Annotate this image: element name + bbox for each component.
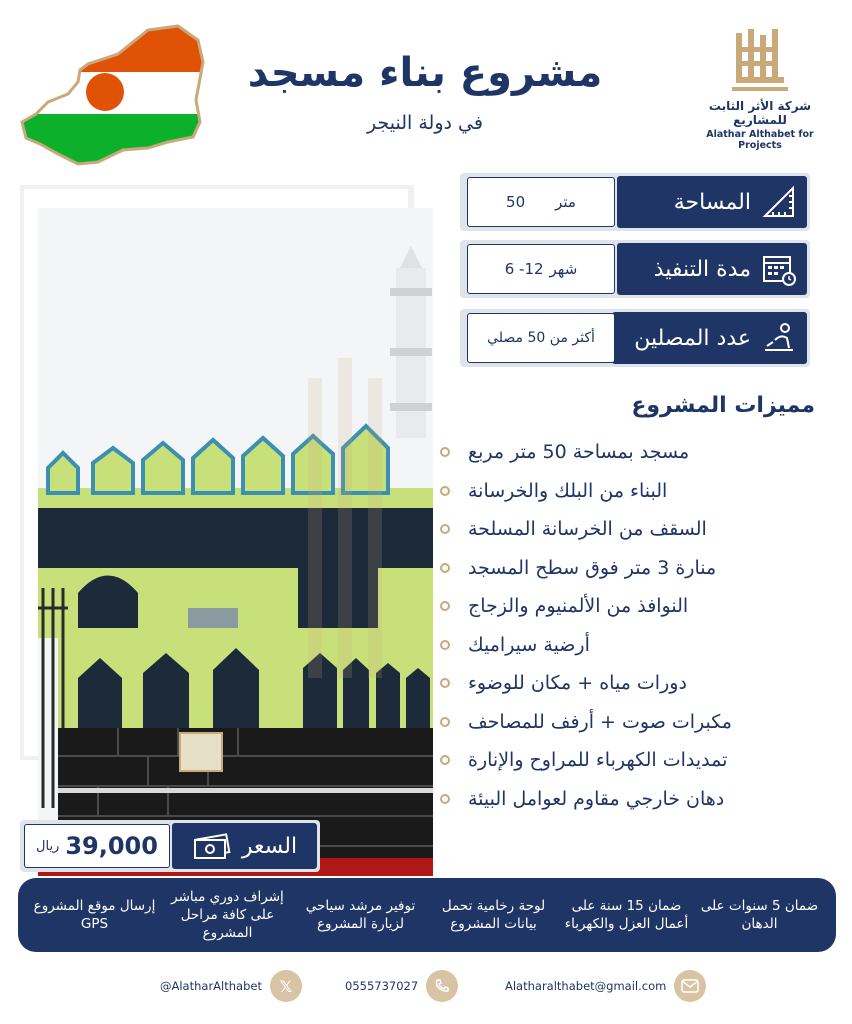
bullet-icon [440,486,450,496]
bullet-icon [440,563,450,573]
email-contact[interactable] [505,970,706,1002]
area-value-box [467,177,615,227]
band-item: لوحة رخامية تحمل بيانات المشروع [441,897,546,932]
price-currency: ريال [36,838,60,854]
footer [0,970,852,1010]
worshippers-row [460,309,810,367]
worshippers-value: أكثر من 50 مصلي [487,330,595,346]
company-logo [690,25,830,151]
price-box [20,820,320,872]
bullet-icon [440,524,450,534]
phone-contact[interactable] [345,970,458,1002]
logo-english-name: Alathar Althabet for Projects [706,129,814,151]
bullet-icon [440,755,450,765]
price-value-box [24,824,170,868]
calendar-icon [761,251,797,287]
band-item: إرسال موقع المشروع GPS [33,897,156,932]
logo-arabic-name: شركة الأثر الثابت للمشاريع [708,99,812,127]
page-subtitle: في دولة النيجر [367,112,483,134]
page-title: مشروع بناء مسجد [247,50,603,96]
list-item: تمديدات الكهرباء للمراوح والإنارة [440,741,820,780]
twitter-contact[interactable] [160,970,302,1002]
money-icon [192,831,232,861]
price-label: السعر [241,833,298,859]
x-icon: 𝕏 [270,970,302,1002]
list-item: السقف من الخرسانة المسلحة [440,510,820,549]
area-value: 50 [506,193,526,211]
area-unit: متر [555,193,576,211]
email-address: Alatharalthabet@gmail.com [505,979,667,993]
worshippers-label-box [612,312,807,364]
duration-unit: شهر [549,260,578,278]
duration-label: مدة التنفيذ [653,256,751,282]
prayer-icon [761,320,797,356]
guarantees-band [18,878,836,952]
worshippers-value-box [467,313,615,363]
list-item: مسجد بمساحة 50 متر مربع [440,433,820,472]
band-item: ضمان 5 سنوات على الدهان [700,897,819,932]
bullet-icon [440,717,450,727]
duration-value: 6 -12 [504,260,544,278]
duration-value-box [467,244,615,294]
price-label-box [172,823,317,869]
area-row [460,173,810,231]
list-item: دورات مياه + مكان للوضوء [440,664,820,703]
ruler-icon [761,184,797,220]
duration-label-box [617,243,807,295]
mosque-photo [38,208,433,876]
niger-map-flag [18,22,218,172]
list-item: النوافذ من الألمنيوم والزجاج [440,587,820,626]
phone-icon [426,970,458,1002]
band-item: توفير مرشد سياحي لزيارة المشروع [305,897,416,932]
logo-mark-icon [730,25,790,93]
features-title: مميزات المشروع [631,393,815,418]
list-item: البناء من البلك والخرسانة [440,472,820,511]
list-item: دهان خارجي مقاوم لعوامل البيئة [440,780,820,819]
bullet-icon [440,640,450,650]
bullet-icon [440,794,450,804]
mail-icon [674,970,706,1002]
bullet-icon [440,601,450,611]
phone-number: 0555737027 [345,979,419,993]
price-value: 39,000 [65,832,158,860]
bullet-icon [440,678,450,688]
band-item: إشراف دوري مباشر على كافة مراحل المشروع [171,888,284,942]
features-list [440,433,820,818]
list-item: أرضية سيراميك [440,626,820,665]
twitter-handle: @AlatharAlthabet [160,979,262,993]
duration-row [460,240,810,298]
bullet-icon [440,447,450,457]
area-label-box [617,176,807,228]
area-label: المساحة [673,189,751,215]
list-item: منارة 3 متر فوق سطح المسجد [440,549,820,588]
band-item: ضمان 15 سنة على أعمال العزل والكهرباء [564,897,689,932]
worshippers-label: عدد المصلين [634,325,751,351]
list-item: مكبرات صوت + أرفف للمصاحف [440,703,820,742]
